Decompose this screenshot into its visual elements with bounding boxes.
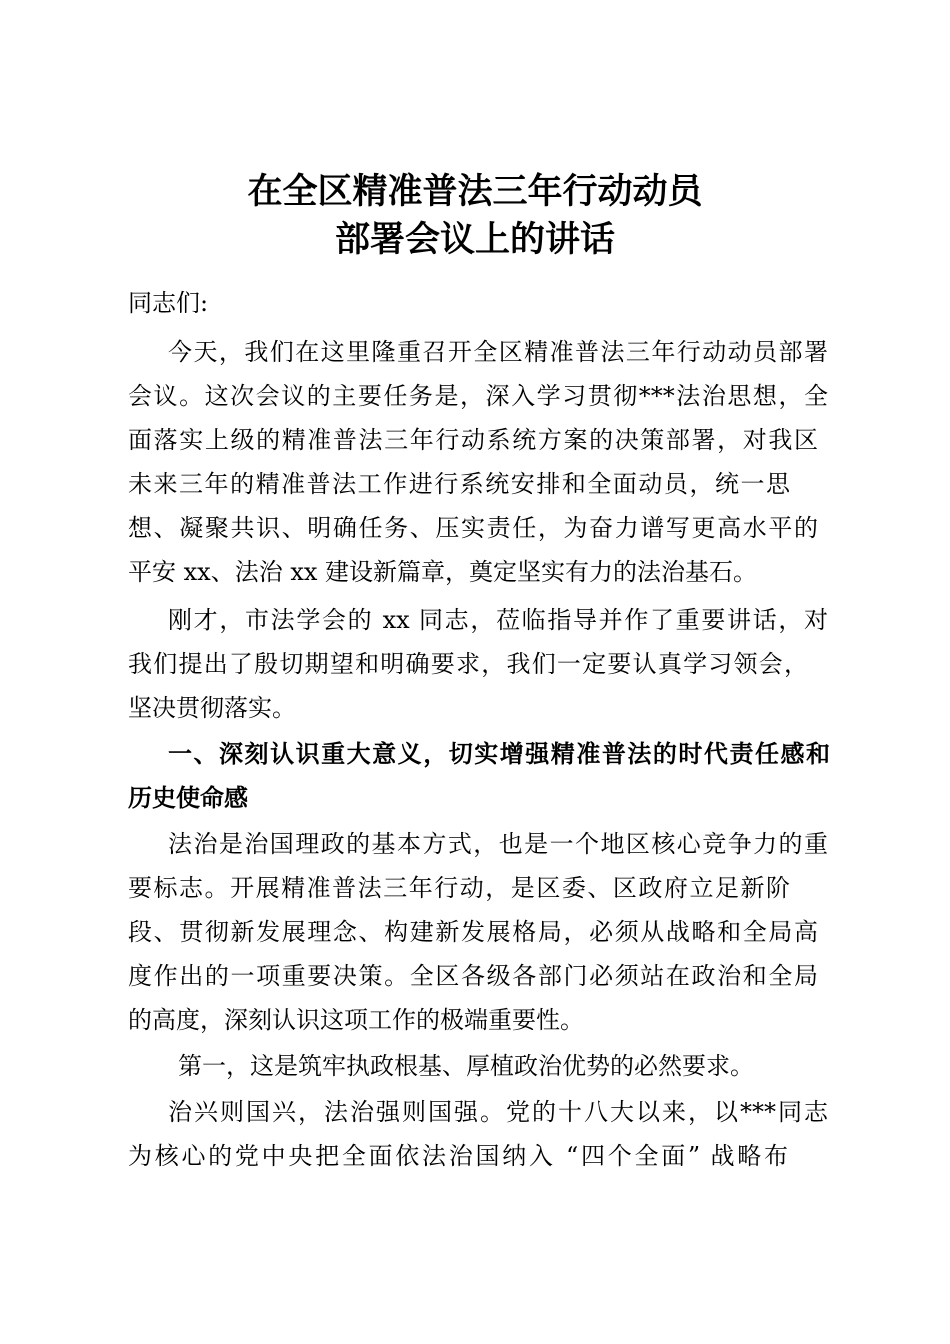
section-heading-1: 一、深刻认识重大意义，切实增强精准普法的时代责任感和: [168, 740, 830, 768]
paragraph-line: 平安 xx、法治 xx 建设新篇章，奠定坚实有力的法治基石。: [128, 558, 758, 586]
document-title-line-2: 部署会议上的讲话: [334, 220, 615, 260]
paragraph-line: 治兴则国兴，法治强则国强。党的十八大以来，以***同志: [168, 1098, 828, 1126]
paragraph-line: 为核心的党中央把全面依法治国纳入 “四个全面” 战略布: [128, 1142, 788, 1170]
paragraph-line: 段、贯彻新发展理念、构建新发展格局，必须从战略和全局高: [128, 918, 818, 946]
salutation: 同志们:: [128, 289, 209, 317]
document-title-line-1: 在全区精准普法三年行动动员: [247, 172, 703, 212]
paragraph-line: 今天，我们在这里隆重召开全区精准普法三年行动动员部署: [168, 338, 828, 366]
paragraph-line: 度作出的一项重要决策。全区各级各部门必须站在政治和全局: [128, 962, 818, 990]
paragraph-line: 想、凝聚共识、明确任务、压实责任，为奋力谱写更高水平的: [128, 514, 818, 542]
paragraph-line: 刚才，市法学会的 xx 同志，莅临指导并作了重要讲话，对: [168, 606, 828, 634]
sub-point-1: 第一，这是筑牢执政根基、厚植政治优势的必然要求。: [178, 1052, 754, 1080]
paragraph-line: 面落实上级的精准普法三年行动系统方案的决策部署，对我区: [128, 426, 818, 454]
paragraph-line: 坚决贯彻落实。: [128, 694, 296, 722]
paragraph-line: 法治是治国理政的基本方式，也是一个地区核心竞争力的重: [168, 830, 828, 858]
paragraph-line: 会议。这次会议的主要任务是，深入学习贯彻***法治思想，全: [128, 382, 828, 410]
section-heading-1-cont: 历史使命感: [128, 784, 248, 812]
paragraph-line: 的高度，深刻认识这项工作的极端重要性。: [128, 1006, 584, 1034]
paragraph-line: 我们提出了殷切期望和明确要求，我们一定要认真学习领会，: [128, 650, 808, 678]
paragraph-line: 未来三年的精准普法工作进行系统安排和全面动员，统一思: [128, 470, 790, 498]
paragraph-line: 要标志。开展精准普法三年行动，是区委、区政府立足新阶: [128, 874, 790, 902]
